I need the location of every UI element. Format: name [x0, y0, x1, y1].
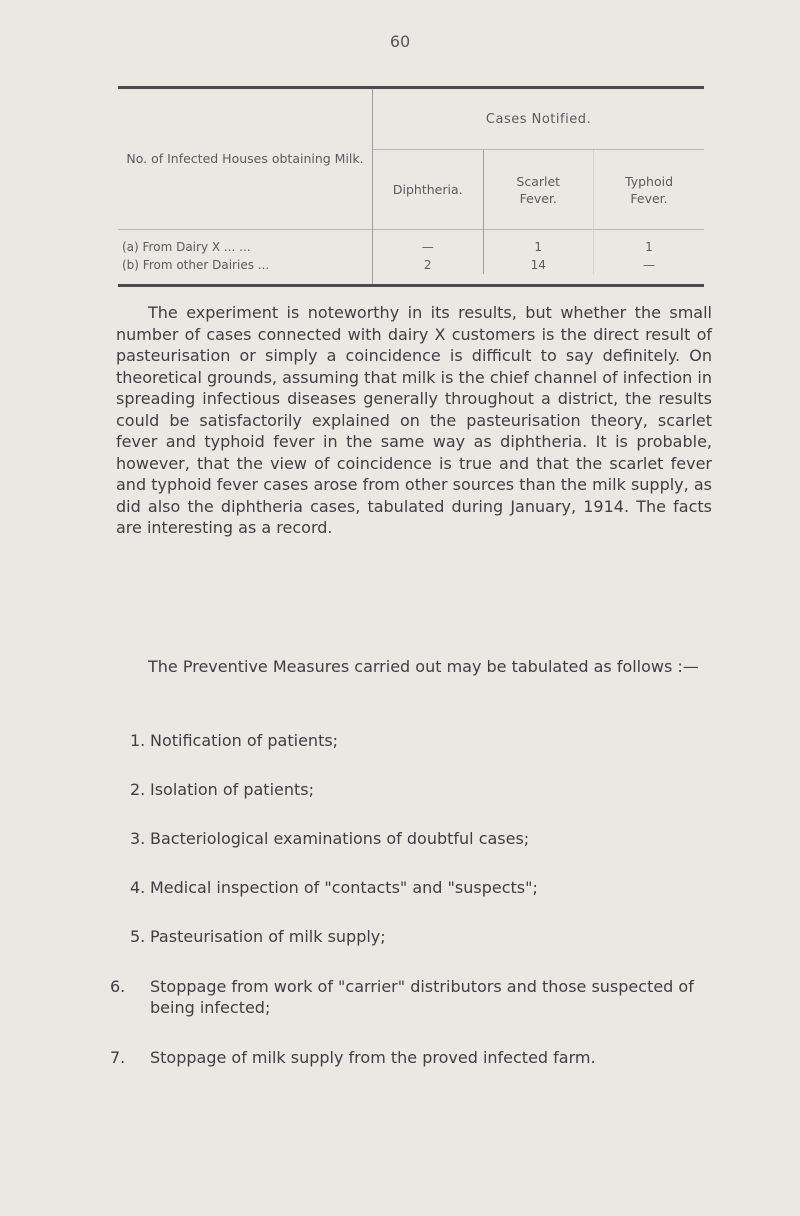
typhoid-fever-header [594, 150, 705, 230]
list-item-number: 4. [130, 878, 146, 897]
table-separator [118, 230, 704, 239]
measures-intro-text: The Preventive Measures carried out may be tabulated as follows :— [148, 657, 699, 676]
typhoid-fever-header-text: Typhoid Fever. [625, 173, 673, 206]
body-paragraph [116, 302, 712, 539]
list-item [130, 828, 714, 849]
typhoid-fever-cell: — [643, 258, 655, 272]
list-item [130, 779, 714, 800]
diphtheria-cell: — [373, 238, 484, 256]
cases-notified-table [118, 86, 704, 287]
list-item [110, 976, 714, 1018]
list-item-number: 2. [130, 780, 146, 799]
measures-intro [116, 656, 712, 678]
list-item-text: Pasteurisation of milk supply; [150, 927, 386, 946]
list-item-number: 6. [110, 977, 126, 996]
table-row [118, 238, 704, 256]
cases-notified-header: Cases Notified. [373, 89, 705, 150]
diphtheria-header: Diphtheria. [373, 150, 484, 230]
list-item-number: 3. [130, 829, 146, 848]
typhoid-fever-cell: 1 [645, 240, 653, 254]
list-item-number: 7. [110, 1048, 126, 1067]
list-item-text: Isolation of patients; [150, 780, 314, 799]
scarlet-fever-cell: 1 [483, 238, 594, 256]
row-label: (b) From other Dairies ... [118, 256, 373, 274]
page-number: 60 [389, 32, 411, 51]
row-label: (a) From Dairy X ... ... [118, 238, 373, 256]
table-row [118, 256, 704, 274]
list-item-number: 1. [130, 731, 146, 750]
list-item-text: Notification of patients; [150, 731, 339, 750]
table-bottom-rule [118, 284, 704, 287]
notification-table [118, 89, 704, 284]
list-item [110, 1047, 714, 1068]
scarlet-fever-header-text: Scarlet Fever. [516, 173, 561, 206]
list-item [130, 926, 714, 947]
scarlet-fever-cell: 14 [483, 256, 594, 274]
scarlet-fever-header [483, 150, 594, 230]
list-item-text: Stoppage of milk supply from the proved infected farm. [150, 1048, 596, 1067]
infected-houses-header: No. of Infected Houses obtaining Milk. [118, 89, 373, 230]
list-item-text: Medical inspection of "contacts" and "suspects"; [150, 878, 538, 897]
list-item [130, 730, 714, 751]
diphtheria-cell: 2 [373, 256, 484, 274]
list-item [130, 877, 714, 898]
body-paragraph-text: The experiment is noteworthy in its results, but whether the small number of cases connected with dairy X customers is the direct result of pasteurisation or simply a coincidence is difficult to say definitely. On theoretical grounds, assuming that milk is the chief channel of infection in spreading infectious diseases generally throughout a district, the results could be satisfactorily explained on the pasteurisation theory, scarlet fever and typhoid fever in the same way as diphtheria. It is probable, however, that the view of coincidence is true and that the scarlet fever and typhoid fever cases arose from other sources than the milk supply, as did also the diphtheria cases, tabulated during January, 1914. The facts are interesting as a record. [116, 303, 712, 537]
list-item-text: Bacteriological examinations of doubtful cases; [150, 829, 530, 848]
list-item-number: 5. [130, 927, 146, 946]
list-item-text: Stoppage from work of "carrier" distributors and those suspected of being infected; [150, 977, 694, 1017]
